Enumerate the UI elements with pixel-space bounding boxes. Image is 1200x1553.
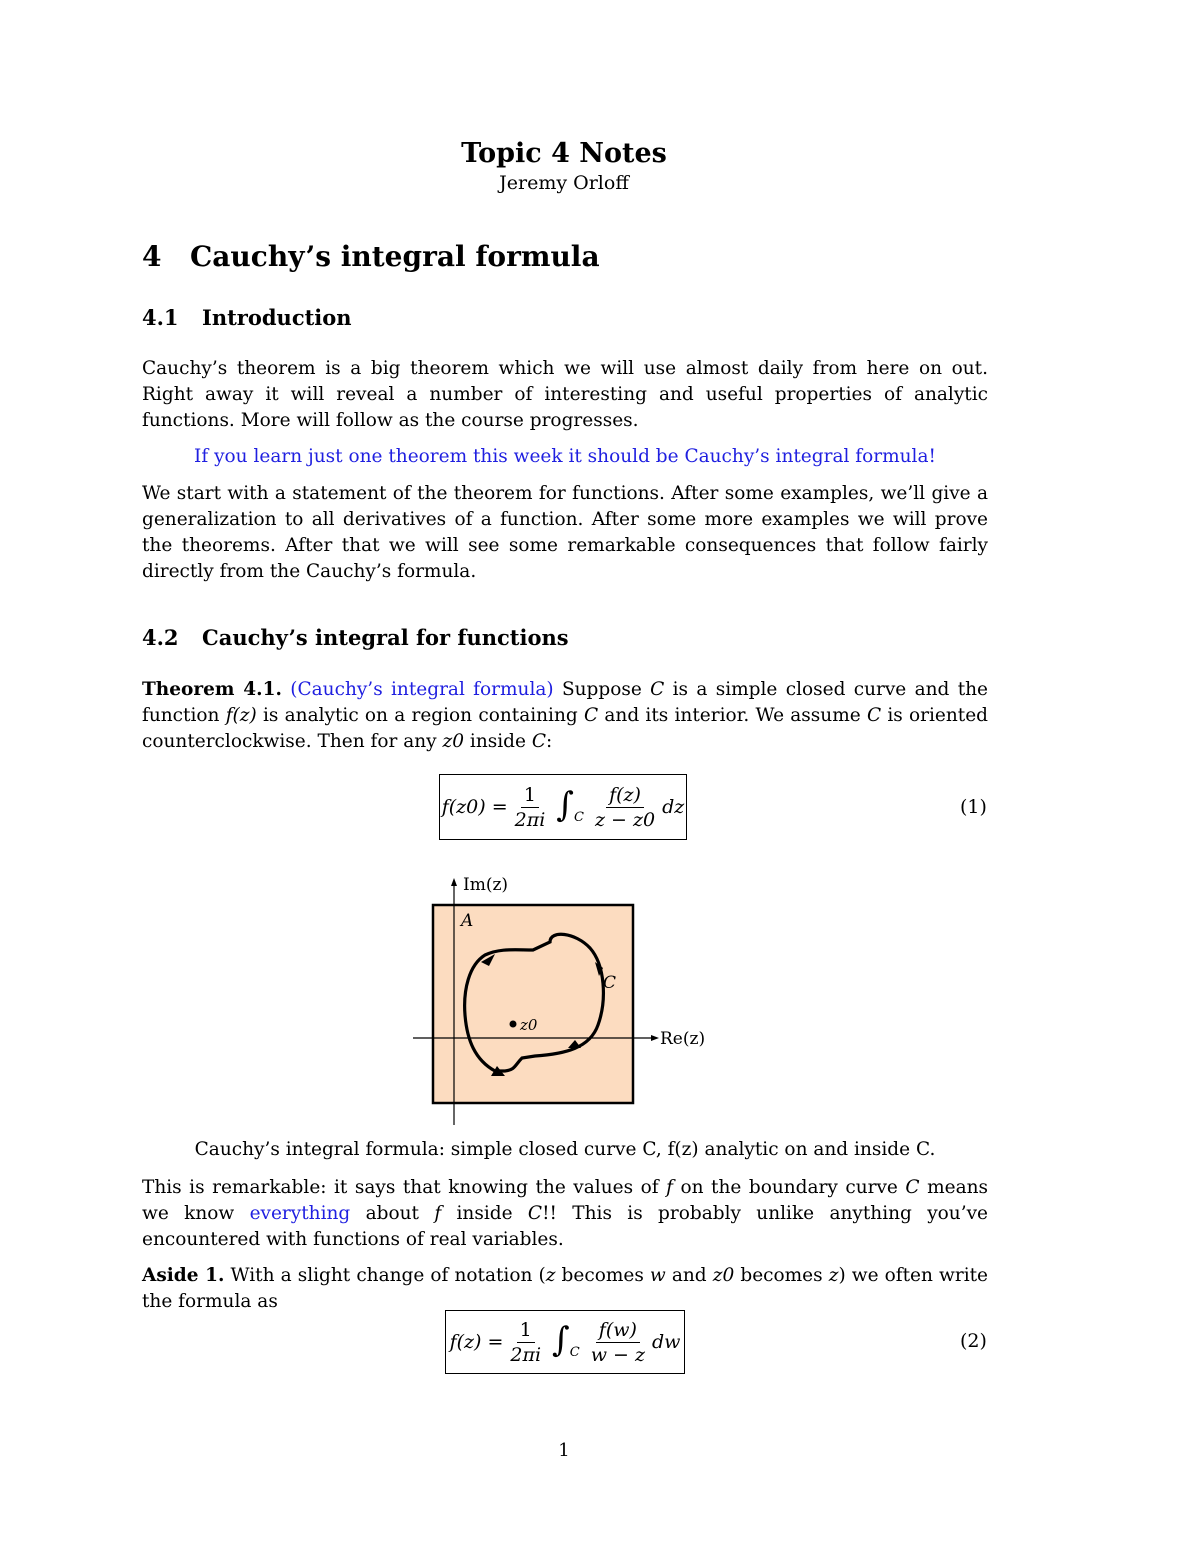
remark-paragraph: This is remarkable: it says that knowing the values of f on the boundary curve C means we know everything about f inside C!! This is probably unlike anything you’ve encountered with functions of real variables. (142, 1177, 989, 1250)
im-axis-label: Im(z) (463, 875, 509, 895)
eq2-fraction: $\frac{1}{2\pi i}$ (510, 1318, 542, 1366)
section-number: 4.2 (142, 625, 179, 650)
cauchy-figure (405, 870, 725, 1130)
eq1-differential: dz (662, 796, 685, 818)
everything-link[interactable]: everything (249, 1203, 351, 1224)
theorem-name-link[interactable]: (Cauchy’s integral formula) (290, 679, 554, 700)
section-4-heading (142, 240, 600, 273)
curve-label: C (603, 973, 617, 993)
theorem-label: Theorem 4.1. (142, 679, 282, 700)
aside-paragraph: Aside 1. With a slight change of notation (z becomes w and z0 becomes z) we often write the formula as (142, 1265, 988, 1312)
intro-paragraph-2: We start with a statement of the theorem for functions. After some examples, we’ll give a generalization to all derivatives of a function. After some more examples we will prove the theorems. After that we will see some remarkable consequences that follow fairly directly from the Cauchy’s formula. (142, 483, 988, 582)
contour-subscript: C (569, 1344, 580, 1360)
equation-2-box (445, 1310, 685, 1374)
integral-sign: ∫ (556, 785, 575, 825)
eq2-differential: dw (652, 1331, 681, 1353)
integral-sign: ∫ (552, 1320, 570, 1360)
intro-paragraph-1: Cauchy’s theorem is a big theorem which we will use almost daily from here on out. Right away it will reveal a number of interesting and useful properties of analytic functions. More will follow as the course progresses. (142, 358, 988, 431)
equation-1-box (439, 774, 687, 840)
eq1-lhs: f(z0) = (441, 796, 508, 818)
eq1-fraction: $\frac{1}{2\pi i}$ (514, 783, 546, 831)
section-title: Cauchy’s integral formula (190, 240, 600, 273)
figure-caption: Cauchy’s integral formula: simple closed curve C, f(z) analytic on and inside C. (194, 1139, 936, 1160)
page-number: 1 (558, 1440, 570, 1461)
section-number: 4 (142, 240, 162, 273)
theorem-4-1: Theorem 4.1. (Cauchy’s integral formula) Suppose C is a simple closed curve and the function f(z) is analytic on a region containing C and its interior. We assume C is oriented counterclockwise. Then for any z0 inside C: (142, 679, 988, 752)
point-z0 (510, 1021, 517, 1028)
eq2-lhs: f(z) = (449, 1331, 504, 1353)
real-axis-arrow (651, 1035, 659, 1041)
eq1-integrand: $\frac{f(z)}{z - z0}$ (594, 783, 656, 831)
section-number: 4.1 (142, 305, 179, 330)
imaginary-axis-arrow (451, 878, 457, 886)
point-label: z0 (520, 1016, 538, 1034)
aside-label: Aside 1. (142, 1265, 225, 1286)
contour-subscript: C (574, 809, 584, 825)
equation-1-number: (1) (960, 796, 987, 818)
section-title: Introduction (202, 305, 352, 330)
re-axis-label: Re(z) (660, 1029, 706, 1049)
region-label: A (461, 911, 474, 931)
highlight-sentence: If you learn just one theorem this week it should be Cauchy’s integral formula! (194, 446, 936, 467)
eq2-integrand: $\frac{f(w)}{w - z}$ (590, 1318, 645, 1366)
section-4-2-heading (142, 625, 569, 650)
section-title: Cauchy’s integral for functions (202, 625, 569, 650)
equation-2-number: (2) (960, 1330, 987, 1352)
document-title: Topic 4 Notes (461, 138, 667, 169)
section-4-1-heading (142, 305, 352, 330)
document-author: Jeremy Orloff (499, 172, 629, 194)
